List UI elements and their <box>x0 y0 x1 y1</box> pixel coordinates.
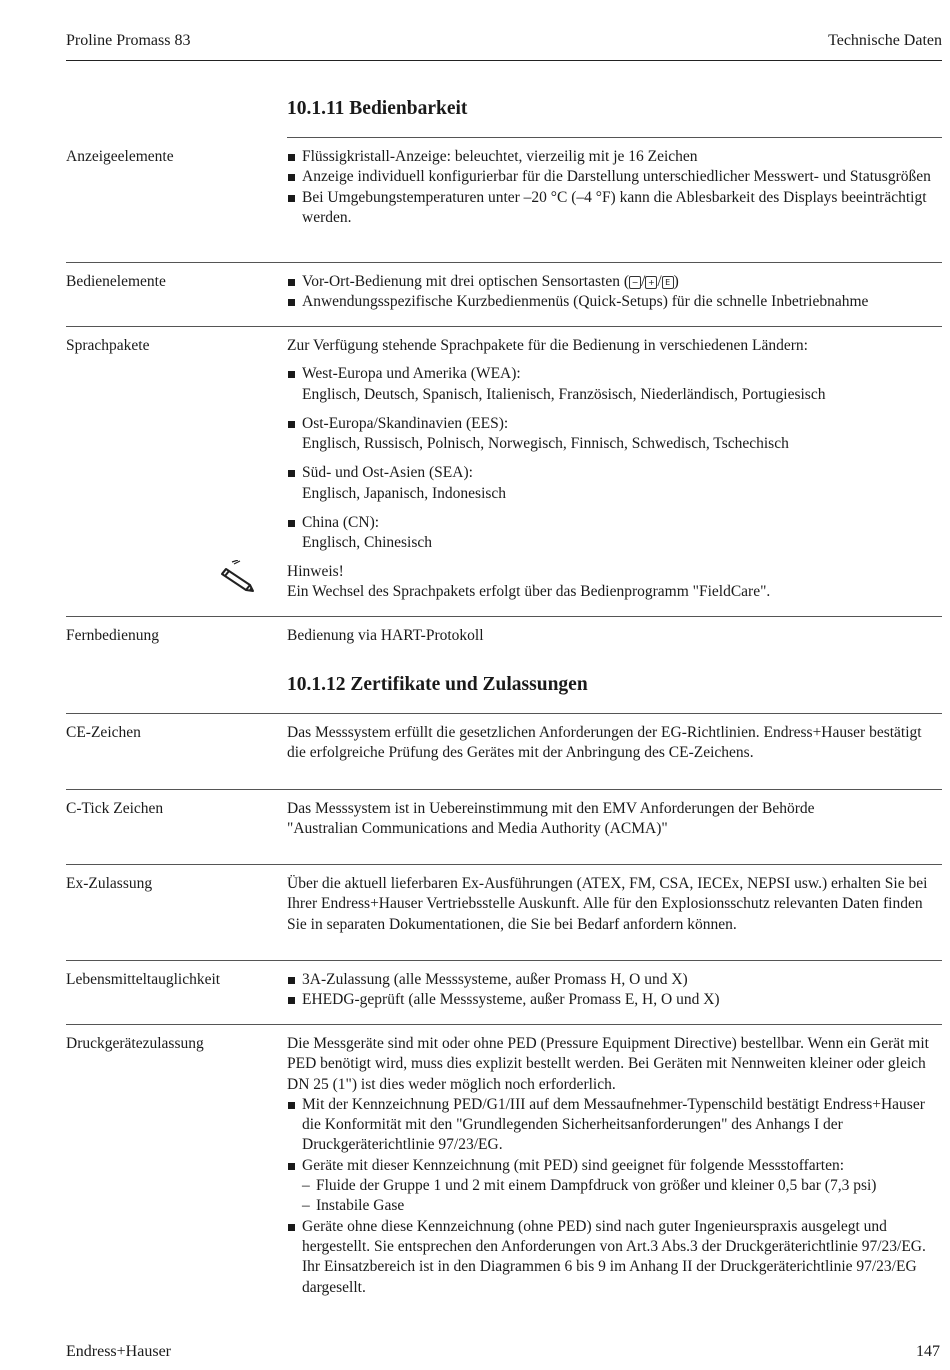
sub-list-item: – Instabile Gase <box>302 1196 942 1216</box>
row-content-bedienelemente <box>287 272 942 313</box>
list-item: Flüssigkristall-Anzeige: beleuchtet, vierzeilig mit je 16 Zeichen <box>287 147 942 167</box>
row-label-fernbedienung: Fernbedienung <box>66 627 159 644</box>
divider <box>66 326 942 327</box>
divider <box>66 789 942 790</box>
list-item: West-Europa und Amerika (WEA): Englisch, Deutsch, Spanisch, Italienisch, Französisch, Niederländisch, Portugiesisch <box>287 364 942 405</box>
row-label-lebensmittel: Lebensmitteltauglichkeit <box>66 971 221 988</box>
note-pencil-icon <box>218 560 260 594</box>
page-number: 147 <box>916 1343 940 1360</box>
list-item: EHEDG-geprüft (alle Messsysteme, außer Promass E, H, O und X) <box>287 990 942 1010</box>
list-item: Bei Umgebungstemperaturen unter –20 °C (–4 °F) kann die Ablesbarkeit des Displays beeinträchtigt werden. <box>287 188 942 229</box>
row-content-ex: Über die aktuell lieferbaren Ex-Ausführungen (ATEX, FM, CSA, IECEx, NEPSI usw.) erhalten Sie bei Ihrer Endress+Hauser Vertriebsstelle Auskunft. Alle für den Explosionsschutz relevanten Daten finden Sie in separaten Dokumentationen, die Sie bei Bedarf anfordern können. <box>287 875 928 933</box>
row-content-sprachpakete <box>287 336 942 563</box>
note-title: Hinweis! <box>287 563 344 580</box>
row-content-ce: Das Messsystem erfüllt die gesetzlichen Anforderungen der EG-Richtlinien. Endress+Hauser bestätigt die erfolgreiche Prüfung des Gerätes mit der Anbringung des CE-Zeichens. <box>287 724 922 762</box>
enter-key-icon: E <box>662 276 674 289</box>
row-label-bedienelemente: Bedienelemente <box>66 273 166 290</box>
row-label-ce: CE-Zeichen <box>66 724 141 741</box>
list-item: Anwendungsspezifische Kurzbedienmenüs (Quick-Setups) für die schnelle Inbetriebnahme <box>287 292 942 312</box>
row-label-ctick: C-Tick Zeichen <box>66 800 164 817</box>
plus-key-icon: + <box>645 276 657 289</box>
sensor-keys-text: Vor-Ort-Bedienung mit drei optischen Sensortasten ( <box>302 273 629 290</box>
divider <box>66 960 942 961</box>
row-label-sprachpakete: Sprachpakete <box>66 337 150 354</box>
row-label-druck: Druckgerätezulassung <box>66 1035 204 1052</box>
list-item: China (CN): Englisch, Chinesisch <box>287 513 942 554</box>
list-item: Mit der Kennzeichnung PED/G1/III auf dem Messaufnehmer-Typenschild bestätigt Endress+Hauser die Konformität mit den "Grundlegenden Sicherheitsanforderungen" des Anhangs I der Druckgeräterichtlinie 97/23/EG. <box>287 1095 942 1156</box>
row-content-ctick: Das Messsystem ist in Uebereinstimmung mit den EMV Anforderungen der Behörde "Australian Communications and Media Authority (ACMA)" <box>287 800 815 838</box>
divider <box>66 262 942 263</box>
list-item: Anzeige individuell konfigurierbar für die Darstellung unterschiedlicher Messwert- und Statusgrößen <box>287 167 942 187</box>
divider <box>287 137 942 138</box>
note-text: Ein Wechsel des Sprachpakets erfolgt über das Bedienprogramm "FieldCare". <box>287 583 771 601</box>
divider <box>66 616 942 617</box>
footer-company: Endress+Hauser <box>66 1343 171 1360</box>
row-content-fernbedienung: Bedienung via HART-Protokoll <box>287 627 484 644</box>
list-item: 3A-Zulassung (alle Messsysteme, außer Promass H, O und X) <box>287 970 942 990</box>
list-item: Vor-Ort-Bedienung mit drei optischen Sensortasten ( − / + / E ) <box>287 272 942 292</box>
row-content-druck <box>287 1034 942 1298</box>
sensor-keys-close: ) <box>673 273 679 290</box>
sprachpakete-intro: Zur Verfügung stehende Sprachpakete für die Bedienung in verschiedenen Ländern: <box>287 337 808 354</box>
list-item: Geräte ohne diese Kennzeichnung (ohne PED) sind nach guter Ingenieurspraxis ausgelegt und hergestellt. Sie entsprechen den Anforderungen von Art.3 Abs.3 der Druckgeräterichtlinie 97/23/EG. Ihr Einsatzbereich ist in den Diagrammen 6 bis 9 im Anhang II der Druckgeräterichtlinie 97/23/EG dargesellt. <box>287 1217 942 1298</box>
druck-intro: Die Messgeräte sind mit oder ohne PED (Pressure Equipment Directive) bestellbar. Wenn ein Gerät mit PED benötigt wird, muss dies explizit bestellt werden. Bei Geräten mit Nennweiten kleiner oder gleich DN 25 (1") ist dies weder möglich noch erforderlich. <box>287 1035 929 1093</box>
list-item: Geräte mit dieser Kennzeichnung (mit PED) sind geeignet für folgende Messstoffarten: – Fluide der Gruppe 1 und 2 mit einem Dampfdruck von größer und kleiner 0,5 bar (7,3 psi) – Instabile Gase <box>287 1156 942 1217</box>
header-rule <box>66 60 942 61</box>
row-label-anzeigeelemente: Anzeigeelemente <box>66 148 174 165</box>
sub-list-item: – Fluide der Gruppe 1 und 2 mit einem Dampfdruck von größer und kleiner 0,5 bar (7,3 psi) <box>302 1176 942 1196</box>
divider <box>66 1024 942 1025</box>
section-title-bedienbarkeit: 10.1.11 Bedienbarkeit <box>287 98 468 119</box>
header-product-name: Proline Promass 83 <box>66 32 191 49</box>
row-label-ex: Ex-Zulassung <box>66 875 153 892</box>
section-title-zertifikate: 10.1.12 Zertifikate und Zulassungen <box>287 674 588 695</box>
list-item: Süd- und Ost-Asien (SEA): Englisch, Japanisch, Indonesisch <box>287 463 942 504</box>
list-item: Ost-Europa/Skandinavien (EES): Englisch, Russisch, Polnisch, Norwegisch, Finnisch, Schwedisch, Tschechisch <box>287 414 942 455</box>
note-block <box>287 562 942 603</box>
divider <box>66 713 942 714</box>
divider <box>66 864 942 865</box>
row-content-anzeigeelemente <box>287 147 942 228</box>
row-content-lebensmittel <box>287 970 942 1011</box>
header-chapter-title: Technische Daten <box>828 32 942 49</box>
minus-key-icon: − <box>629 276 641 289</box>
